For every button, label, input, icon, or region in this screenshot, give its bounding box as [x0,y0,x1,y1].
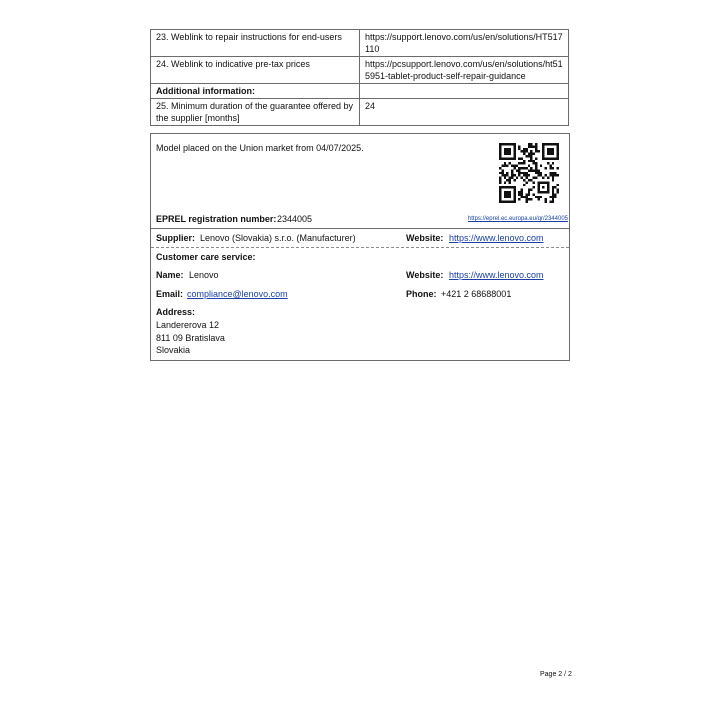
repair-instructions-link[interactable]: https://support.lenovo.com/us/en/solutions/HT517110 [360,30,569,57]
row-label: 25. Minimum duration of the guarantee offered by the supplier [months] [151,99,360,126]
spec-table [150,29,569,126]
table-row [151,57,569,84]
name-label: Name: [156,270,184,280]
section-heading: Additional information: [151,84,360,99]
eprel-label: EPREL registration number: [156,214,277,224]
market-placement-text: Model placed on the Union market from 04/07/2025. [156,143,364,153]
supplier-value: Lenovo (Slovakia) s.r.o. (Manufacturer) [200,233,356,243]
table-row [151,84,569,99]
qr-url-link[interactable]: https://eprel.ec.europa.eu/qr/2344005 [467,216,568,222]
address-line: Slovakia [156,345,191,355]
phone-label: Phone: [406,289,437,299]
email-link[interactable]: compliance@lenovo.com [187,289,288,299]
divider [151,247,569,248]
customer-care-heading: Customer care service: [156,252,256,262]
divider [151,228,569,229]
phone-value: +421 2 68688001 [441,289,512,299]
address-label: Address: [156,307,196,317]
row-value: 24 [360,99,569,126]
qr-code[interactable] [499,143,559,203]
address-line: 811 09 Bratislava [156,333,225,343]
name-value: Lenovo [189,270,219,280]
care-website-link[interactable]: https://www.lenovo.com [449,270,544,280]
page-number: Page 2 / 2 [540,671,572,678]
supplier-website-link[interactable]: https://www.lenovo.com [449,233,544,243]
row-value [360,84,569,99]
eprel-info-box [150,133,570,361]
pre-tax-prices-link[interactable]: https://pcsupport.lenovo.com/us/en/solutions/ht515951-tablet-product-self-repair-guidance [360,57,569,84]
row-label: 23. Weblink to repair instructions for end-users [151,30,360,57]
table-row [151,99,569,126]
website-label: Website: [406,233,444,243]
supplier-label: Supplier: [156,233,196,243]
eprel-value: 2344005 [277,214,313,224]
table-row [151,30,569,57]
row-label: 24. Weblink to indicative pre-tax prices [151,57,360,84]
address-line: Landererova 12 [156,320,220,330]
care-website-label: Website: [406,270,444,280]
email-label: Email: [156,289,184,299]
